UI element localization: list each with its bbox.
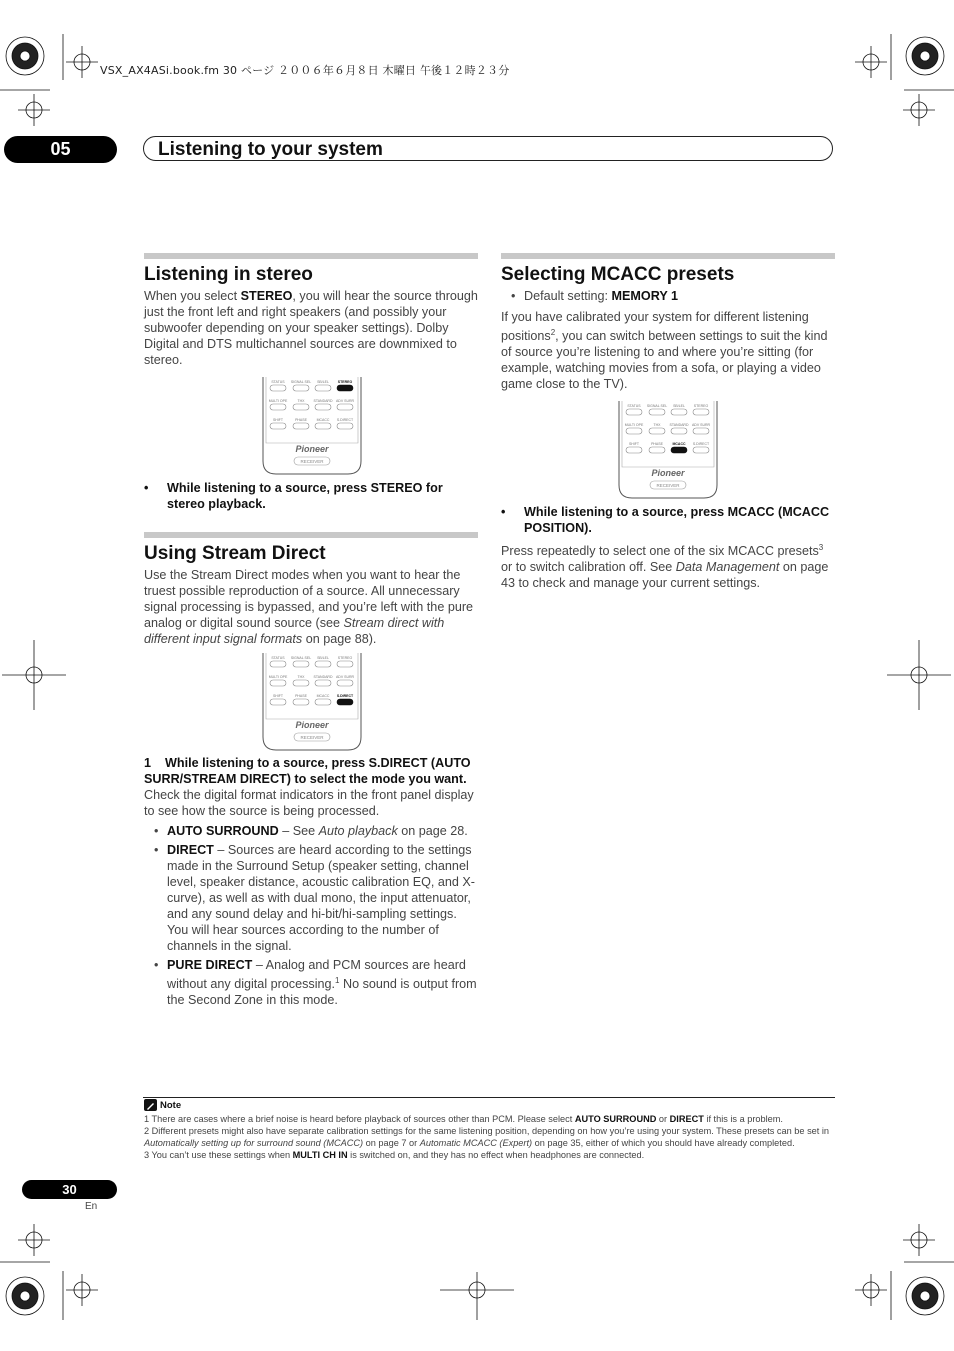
remote-label-shift: SHIFT xyxy=(628,442,640,446)
corner-sunburst-tl xyxy=(6,37,44,75)
remote-label-thx: THX xyxy=(297,399,305,403)
remote-brand-logo: Pioneer xyxy=(651,468,685,478)
mcacc-instruction-block xyxy=(501,504,835,591)
stream-step-heading: 1 While listening to a source, press S.DIRECT (AUTO SURR/STREAM DIRECT) to select the mode you want. xyxy=(144,756,471,786)
section-using-stream-direct xyxy=(144,543,478,647)
target-mark-top-left xyxy=(66,46,98,78)
heading-selecting-mcacc-presets: Selecting MCACC presets xyxy=(501,264,735,285)
remote-label-s-direct: S.DIRECT xyxy=(336,418,354,422)
list-item: • AUTO SURROUND – See Auto playback on page 28. xyxy=(144,823,478,839)
stream-paragraph: Use the Stream Direct modes when you want to hear the truest possible reproduction of a source. All unnecessary signal processing is bypassed, and you’re left with the pure analog or digital sound source (see Stream direct with different input signal formats on page 88). xyxy=(144,568,474,646)
mcacc-instruction: • While listening to a source, press MCACC (MCACC POSITION). xyxy=(501,505,830,535)
mcacc-default-setting: • Default setting: MEMORY 1 xyxy=(501,288,835,304)
stream-step-description: Check the digital format indicators in the front panel display to see how the source is being processed. xyxy=(144,788,474,818)
section-bar-stream xyxy=(144,532,478,538)
section-listening-in-stereo xyxy=(144,264,478,368)
list-item: • DIRECT – Sources are heard according to the settings made in the Surround Setup (speaker setting, channel level, speaker distance, acoustic calibration EQ, and X-curve), as well as with dual mono, the input attenuator, and any sound delay and hi-bit/hi-sampling settings. You will hear sources according to the number of channels in the signal. xyxy=(144,842,478,954)
remote-label-mcacc: MCACC xyxy=(672,442,686,446)
remote-label-s-direct: S.DIRECT xyxy=(692,442,710,446)
note-pencil-icon xyxy=(144,1099,157,1111)
remote-label-adv-surr: ADV SURR xyxy=(335,399,355,403)
remote-label-shift: SHIFT xyxy=(272,418,284,422)
remote-label-status: STATUS xyxy=(271,656,285,660)
remote-label-multi-ope: MULTI OPE xyxy=(268,675,288,679)
target-mark-bottom-center xyxy=(440,1272,514,1320)
mcacc-paragraph: If you have calibrated your system for different listening positions$^2$, you can switch between settings to suit the kind of source you’re listening to and where you’re sitting (for example, watching movies from a sofa, or playing a video game close to the TV). xyxy=(501,310,828,392)
corner-sunburst-br xyxy=(906,1277,944,1315)
remote-illustration-mcacc xyxy=(618,401,718,499)
remote-label-mcacc: MCACC xyxy=(316,694,330,698)
remote-label-sb-lel: SB/LEL xyxy=(317,656,329,660)
remote-label-adv-surr: ADV SURR xyxy=(335,675,355,679)
chapter-title: Listening to your system xyxy=(143,136,833,161)
remote-label-phase: PHASE xyxy=(295,418,307,422)
remote-label-thx: THX xyxy=(653,423,661,427)
target-mark-right-mid xyxy=(887,640,951,710)
page-number: 30 xyxy=(22,1180,117,1199)
stream-mode-list xyxy=(144,823,478,1008)
target-mark-left-mid xyxy=(2,640,66,710)
target-mark-top-right xyxy=(855,46,887,78)
note-2: 2 Different presets might also have separate calibration settings for the same listening position, depending on how you’re using your system. These presets can be set in Automatically setting up for surround sound (MCACC) on page 7 or Automatic MCACC (Expert) on page 35, either of which you should have already completed. xyxy=(144,1126,830,1148)
remote-label-stereo: STEREO xyxy=(337,656,353,660)
remote-label-stereo: STEREO xyxy=(693,404,709,408)
target-mark-left-upper xyxy=(18,94,50,126)
crop-info-text: VSX_AX4ASi.book.fm 30 ページ ２００６年６月８日 木曜日 午後１２時２３分 xyxy=(100,64,510,77)
remote-illustration-stream-direct xyxy=(262,653,362,751)
stereo-paragraph: When you select STEREO, you will hear the source through just the front left and right speakers (and possibly your subwoofer depending on your speaker settings). Dolby Digital and DTS multichannel sources are downmixed to stereo. xyxy=(144,289,478,367)
remote-label-sb-lel: SB/LEL xyxy=(317,380,329,384)
remote-illustration-stereo xyxy=(262,377,362,475)
list-item: • PURE DIRECT – Analog and PCM sources are heard without any digital processing.$^1$ No sound is output from the Second Zone in this mode. xyxy=(144,957,478,1008)
mcacc-paragraph-2: Press repeatedly to select one of the six MCACC presets$^3$ or to switch calibration off. See Data Management on page 43 to check and manage your current settings. xyxy=(501,543,829,591)
corner-sunburst-bl xyxy=(6,1277,44,1315)
heading-listening-in-stereo: Listening in stereo xyxy=(144,264,313,285)
remote-label-standard: STANDARD xyxy=(669,423,689,427)
remote-label-sb-lel: SB/LEL xyxy=(673,404,685,408)
remote-label-signal-sel: SIGNAL SEL xyxy=(290,380,312,384)
heading-using-stream-direct: Using Stream Direct xyxy=(144,543,326,564)
target-mark-right-lower xyxy=(903,1224,935,1256)
remote-label-s-direct: S.DIRECT xyxy=(336,694,354,698)
section-selecting-mcacc-presets xyxy=(501,264,835,392)
remote-label-phase: PHASE xyxy=(651,442,663,446)
target-mark-right-upper xyxy=(903,94,935,126)
notes-header xyxy=(144,1099,181,1111)
stereo-instruction: • While listening to a source, press STEREO for stereo playback. xyxy=(144,481,443,511)
notes-divider xyxy=(143,1097,835,1098)
chapter-number: 05 xyxy=(4,136,117,163)
remote-receiver-button: RECEIVER xyxy=(656,483,680,488)
remote-label-multi-ope: MULTI OPE xyxy=(624,423,644,427)
remote-label-adv-surr: ADV SURR xyxy=(691,423,711,427)
remote-label-status: STATUS xyxy=(627,404,641,408)
remote-label-signal-sel: SIGNAL SEL xyxy=(290,656,312,660)
remote-label-standard: STANDARD xyxy=(313,675,333,679)
remote-brand-logo: Pioneer xyxy=(295,720,329,730)
remote-label-multi-ope: MULTI OPE xyxy=(268,399,288,403)
language-code: En xyxy=(85,1201,98,1212)
corner-sunburst-tr xyxy=(906,37,944,75)
notes-body xyxy=(144,1113,836,1161)
note-1: 1 There are cases where a brief noise is heard before playback of sources other than PCM. Please select AUTO SURROUND or DIRECT if this is a problem. xyxy=(144,1114,783,1124)
section-bar-mcacc xyxy=(501,253,835,259)
note-3: 3 You can’t use these settings when MULTI CH IN is switched on, and they has no effect when headphones are connected. xyxy=(144,1150,645,1160)
section-bar-stereo xyxy=(144,253,478,259)
remote-label-thx: THX xyxy=(297,675,305,679)
remote-receiver-button: RECEIVER xyxy=(300,459,324,464)
notes-title: Note xyxy=(160,1099,182,1111)
remote-label-standard: STANDARD xyxy=(313,399,333,403)
stream-step-1 xyxy=(144,755,478,1011)
remote-label-mcacc: MCACC xyxy=(316,418,330,422)
target-mark-bottom-right xyxy=(855,1274,887,1306)
remote-label-stereo: STEREO xyxy=(337,380,353,384)
remote-receiver-button: RECEIVER xyxy=(300,735,324,740)
remote-label-phase: PHASE xyxy=(295,694,307,698)
remote-label-signal-sel: SIGNAL SEL xyxy=(646,404,668,408)
target-mark-bottom-left xyxy=(66,1274,98,1306)
remote-brand-logo: Pioneer xyxy=(295,444,329,454)
target-mark-left-lower xyxy=(18,1224,50,1256)
remote-label-shift: SHIFT xyxy=(272,694,284,698)
remote-label-status: STATUS xyxy=(271,380,285,384)
